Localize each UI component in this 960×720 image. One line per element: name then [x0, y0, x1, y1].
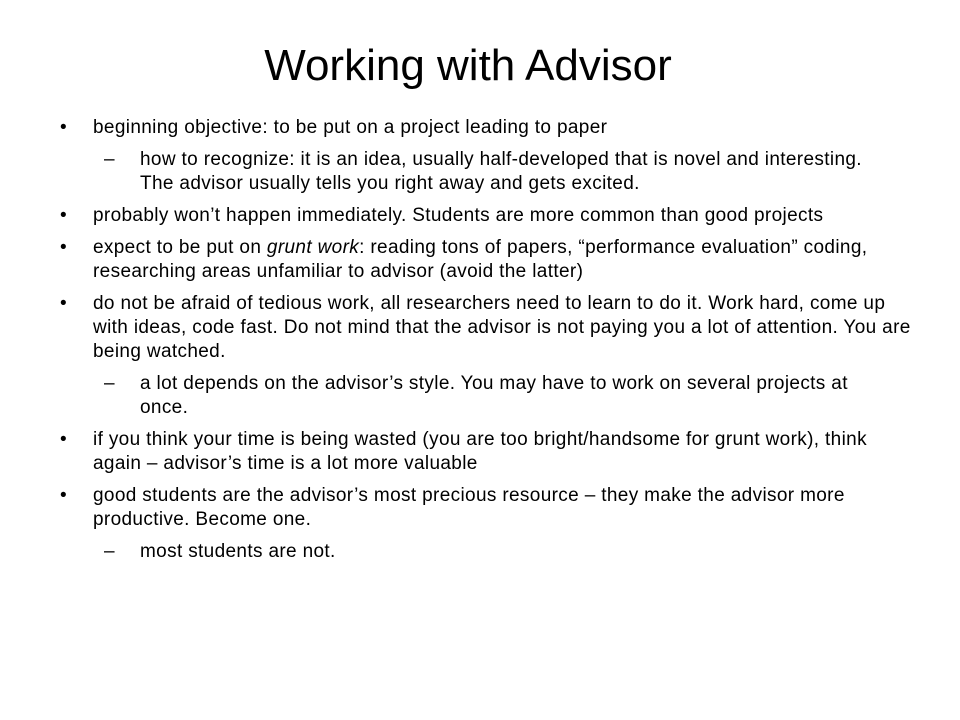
bullet-marker: • — [60, 429, 68, 450]
slide-title: Working with Advisor — [264, 41, 672, 90]
bullet-text — [93, 237, 867, 282]
bullet-marker: • — [60, 293, 68, 314]
sub-bullet-item — [0, 372, 900, 420]
bullet-item — [0, 236, 913, 284]
text-run: do not be afraid of tedious work, all researchers need to learn to do it. Work hard, come up with ideas, code fast. Do not mind that the advisor is not paying you a lot of attention. You are being watched. — [93, 293, 911, 362]
bullet-text — [93, 485, 845, 530]
bullet-item — [0, 428, 913, 476]
emphasis-text: grunt work — [266, 237, 360, 258]
bullet-item — [0, 484, 913, 532]
bullet-text — [93, 293, 911, 362]
bullet-item — [0, 204, 913, 228]
bullet-text — [140, 373, 848, 418]
dash-marker: – — [104, 149, 115, 170]
bullet-text — [93, 429, 867, 474]
sub-bullet-item — [0, 148, 900, 196]
bullet-text — [140, 541, 336, 562]
text-run: : reading tons of papers, “performance evaluation” coding, researching areas unfamiliar to advisor (avoid the latter) — [93, 237, 868, 282]
text-run: a lot depends on the advisor’s style. You may have to work on several projects at once. — [140, 373, 848, 418]
bullet-marker: • — [60, 485, 68, 506]
text-run: good students are the advisor’s most precious resource – they make the advisor more productive. Become one. — [93, 485, 845, 530]
bullet-item — [0, 292, 913, 364]
bullet-text — [93, 205, 823, 226]
text-run: how to recognize: it is an idea, usually half-developed that is novel and interesting. The advisor usually tells you right away and gets excited. — [140, 149, 862, 194]
bullet-text — [140, 149, 862, 194]
text-run: most students are not. — [140, 541, 336, 562]
dash-marker: – — [104, 541, 115, 562]
bullet-marker: • — [60, 205, 68, 226]
text-run: probably won’t happen immediately. Students are more common than good projects — [93, 205, 824, 226]
text-run: if you think your time is being wasted (you are too bright/handsome for grunt work), think again – advisor’s time is a lot more valuable — [93, 429, 867, 474]
text-run: expect to be put on — [93, 237, 267, 258]
sub-bullet-item — [0, 540, 900, 564]
bullet-item — [0, 116, 913, 140]
bullet-marker: • — [60, 237, 68, 258]
text-run: beginning objective: to be put on a project leading to paper — [93, 117, 608, 138]
bullet-list — [0, 116, 960, 564]
bullet-text — [93, 117, 607, 138]
bullet-marker: • — [60, 117, 68, 138]
dash-marker: – — [104, 373, 115, 394]
